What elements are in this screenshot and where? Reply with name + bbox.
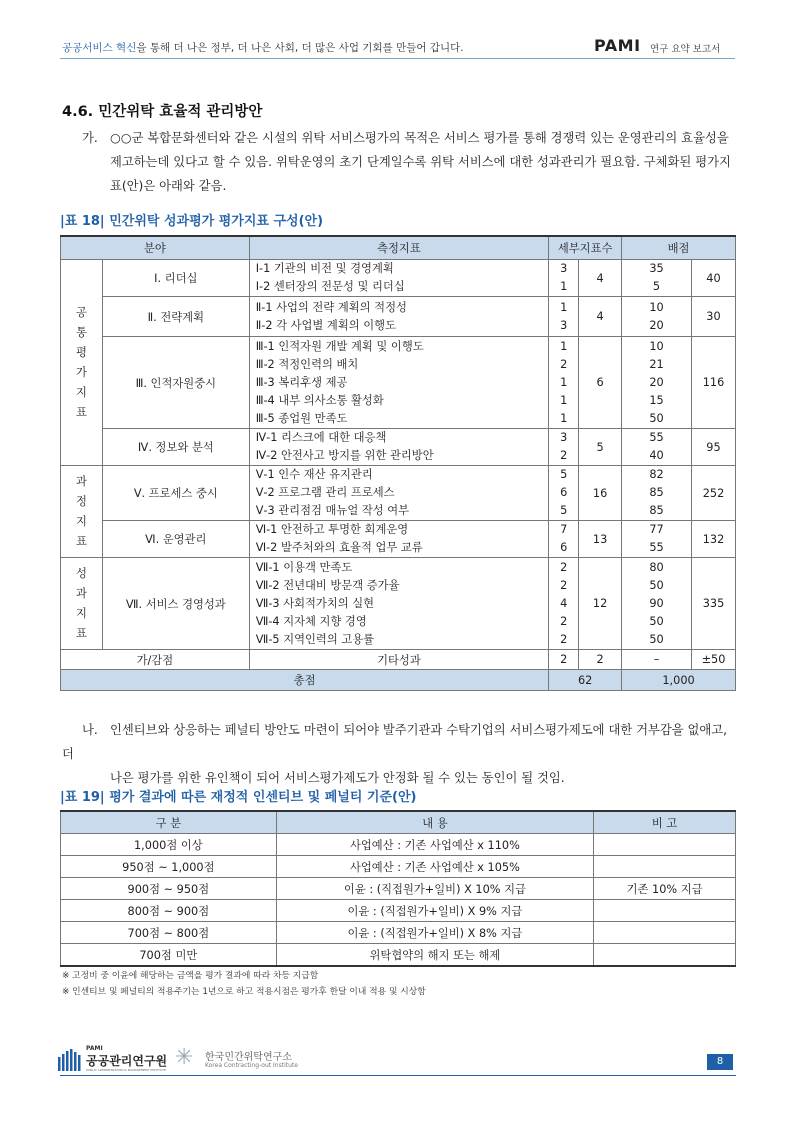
- table19-caption: |표 19| 평가 결과에 따른 재정적 인센티브 및 페널티 기준(안): [60, 790, 417, 805]
- indicator: Ⅳ-2 안전사고 방지를 위한 관리방안: [255, 449, 434, 462]
- score-cell: [622, 260, 692, 297]
- indicator-score: 50: [649, 614, 664, 628]
- extra-count-total: 2: [579, 650, 622, 670]
- incentive-penalty-table: [60, 810, 736, 967]
- area-count-total: 5: [579, 429, 622, 466]
- indicator: Ⅰ-2 센터장의 전문성 및 리더십: [255, 280, 405, 293]
- extra-indicator: 기타성과: [249, 650, 549, 670]
- kci-star-icon: ✳: [175, 1045, 194, 1070]
- header-category: 구 분: [61, 811, 277, 834]
- indicator: Ⅴ-2 프로그램 관리 프로세스: [255, 486, 395, 499]
- cell: 900점 ~ 950점: [61, 878, 277, 900]
- indicator: Ⅳ-1 리스크에 대한 대응책: [255, 431, 387, 444]
- cell: 사업예산 : 기존 사업예산 x 110%: [276, 834, 594, 856]
- table-row: [61, 856, 736, 878]
- score-cell: [622, 337, 692, 429]
- indicator-score: 20: [649, 375, 664, 389]
- area-name: Ⅶ. 서비스 경영성과: [102, 558, 249, 650]
- indicator-score: 10: [649, 300, 664, 314]
- indicator-count: 7: [560, 523, 568, 536]
- count-cell: [549, 337, 579, 429]
- cell: 800점 ~ 900점: [61, 900, 277, 922]
- header-score: 배점: [622, 236, 736, 260]
- count-cell: [549, 429, 579, 466]
- indicator-score: 80: [649, 560, 664, 574]
- count-cell: [549, 260, 579, 297]
- indicator-count: 1: [560, 375, 568, 389]
- header-brand: PAMI: [594, 36, 641, 55]
- header-indicator: 측정지표: [249, 236, 549, 260]
- indicator-cell: [249, 466, 549, 521]
- count-cell: [549, 558, 579, 650]
- indicator: Ⅶ-1 이용객 만족도: [255, 560, 353, 574]
- indicator-score: 90: [649, 596, 664, 610]
- indicator: Ⅵ-1 안전하고 투명한 회계운영: [255, 523, 409, 536]
- indicator: Ⅱ-2 각 사업별 계획의 이행도: [255, 318, 397, 332]
- area-count-total: 4: [579, 260, 622, 297]
- indicator-count: 3: [560, 318, 568, 332]
- indicator-cell: [249, 429, 549, 466]
- area-score-total: 132: [691, 521, 735, 558]
- indicator-score: 77: [649, 523, 664, 536]
- indicator-count: 2: [560, 560, 568, 574]
- indicator-score: 50: [649, 632, 664, 646]
- table18-caption: |표 18| 민간위탁 성과평가 평가지표 구성(안): [60, 214, 324, 229]
- cell: 사업예산 : 기존 사업예산 x 105%: [276, 856, 594, 878]
- area-score-total: 30: [691, 297, 735, 337]
- area-name: Ⅵ. 운영관리: [102, 521, 249, 558]
- indicator: Ⅶ-2 전년대비 방문객 증가율: [255, 578, 400, 592]
- cell: 이윤 : (직접원가+일비) X 9% 지급: [276, 900, 594, 922]
- total-count: 62: [549, 670, 622, 691]
- count-cell: [549, 466, 579, 521]
- indicator-count: 5: [560, 504, 568, 517]
- header-content: 내 용: [276, 811, 594, 834]
- indicator-count: 1: [560, 339, 568, 353]
- indicator-score: 85: [649, 504, 664, 517]
- header-tagline: 공공서비스 혁신을 통해 더 나은 정부, 더 나은 사회, 더 많은 사업 기회를 만들어 갑니다.: [62, 42, 464, 54]
- indicator-score: 35: [649, 262, 664, 275]
- cell: 이윤 : (직접원가+일비) X 8% 지급: [276, 922, 594, 944]
- indicator-count: 1: [560, 411, 568, 425]
- indicator: Ⅱ-1 사업의 전략 계획의 적정성: [255, 300, 407, 314]
- score-cell: [622, 521, 692, 558]
- indicator-score: 20: [649, 318, 664, 332]
- indicator-count: 2: [560, 614, 568, 628]
- area-name: Ⅳ. 정보와 분석: [102, 429, 249, 466]
- cell: 700점 ~ 800점: [61, 922, 277, 944]
- paragraph-ga: 가. ○○군 복합문화센터와 같은 시설의 위탁 서비스평가의 목적은 서비스 평가를 통해 경쟁력 있는 운영관리의 효율성을 제고하는데 있다고 할 수 있음. 위탁운영의 초기 단계일수록 위탁 서비스에 대한 성과관리가 필요함. 구체화된 평가지 표(안)은 아래와 같음.: [82, 131, 731, 193]
- kci-logo: ✳ 한국민간위탁연구소 Korea Contracting-out Institute: [175, 1045, 298, 1070]
- area-score-total: 40: [691, 260, 735, 297]
- indicator-score: 5: [652, 280, 661, 293]
- indicator: Ⅶ-5 지역인력의 고용률: [255, 632, 375, 646]
- indicator-score: 40: [649, 449, 664, 462]
- indicator-score: 15: [649, 393, 664, 407]
- indicator-count: 2: [560, 357, 568, 371]
- indicator: Ⅶ-4 지자체 지향 경영: [255, 614, 367, 628]
- area-count-total: 6: [579, 337, 622, 429]
- area-name: Ⅲ. 인적자원중시: [102, 337, 249, 429]
- indicator: Ⅶ-3 사회적가치의 실현: [255, 596, 375, 610]
- indicator: Ⅴ-1 인수 재산 유지관리: [255, 468, 373, 481]
- table-row: [61, 922, 736, 944]
- table-note: ※ 인센티브 및 페널티의 적용주기는 1년으로 하고 적용시점은 평가후 한달 이내 적용 및 시상함: [62, 987, 426, 997]
- extra-label: 가/감점: [61, 650, 250, 670]
- indicator: Ⅲ-1 인적자원 개발 계획 및 이행도: [255, 339, 424, 353]
- footer-divider: [60, 1075, 736, 1076]
- indicator: Ⅲ-3 복리후생 제공: [255, 375, 348, 389]
- area-score-total: 335: [691, 558, 735, 650]
- indicator-score: 50: [649, 578, 664, 592]
- area-score-total: 116: [691, 337, 735, 429]
- indicator-count: 2: [560, 578, 568, 592]
- score-cell: [622, 558, 692, 650]
- cell: 이윤 : (직접원가+일비) X 10% 지급: [276, 878, 594, 900]
- area-count-total: 4: [579, 297, 622, 337]
- indicator-count: 1: [560, 280, 568, 293]
- area-score-total: 95: [691, 429, 735, 466]
- table-row: [61, 944, 736, 967]
- indicator-cell: [249, 260, 549, 297]
- area-count-total: 16: [579, 466, 622, 521]
- indicator-score: 55: [649, 431, 664, 444]
- indicator-score: 82: [649, 468, 664, 481]
- indicator-count: 1: [560, 393, 568, 407]
- extra-score: –: [622, 650, 692, 670]
- indicator: Ⅴ-3 관리점검 매뉴얼 작성 여부: [255, 504, 410, 517]
- indicator-count: 1: [560, 300, 568, 314]
- extra-score-total: ±50: [691, 650, 735, 670]
- indicator: Ⅲ-4 내부 의사소통 활성화: [255, 393, 384, 407]
- indicator: Ⅲ-2 적정인력의 배치: [255, 357, 359, 371]
- indicator-count: 3: [560, 431, 568, 444]
- header-divider: [60, 58, 735, 59]
- page-number: 8: [707, 1054, 733, 1070]
- cell: [594, 922, 736, 944]
- cell: 1,000점 이상: [61, 834, 277, 856]
- cell: [594, 944, 736, 967]
- cell: 700점 미만: [61, 944, 277, 967]
- area-count-total: 13: [579, 521, 622, 558]
- indicator-score: 10: [649, 339, 664, 353]
- count-cell: [549, 521, 579, 558]
- indicator-count: 6: [560, 541, 568, 554]
- header-field: 분야: [61, 236, 250, 260]
- pami-bars-icon: [58, 1049, 82, 1071]
- total-label: 총점: [61, 670, 549, 691]
- indicator: Ⅲ-5 종업원 만족도: [255, 411, 348, 425]
- cell: 950점 ~ 1,000점: [61, 856, 277, 878]
- indicator-count: 5: [560, 468, 568, 481]
- cell: [594, 900, 736, 922]
- area-score-total: 252: [691, 466, 735, 521]
- indicator-cell: [249, 521, 549, 558]
- indicator-score: 55: [649, 541, 664, 554]
- indicator-count: 6: [560, 486, 568, 499]
- indicator-count: 3: [560, 262, 568, 275]
- indicator-score: 50: [649, 411, 664, 425]
- table-row: [61, 900, 736, 922]
- cell: [594, 834, 736, 856]
- table-row: [61, 878, 736, 900]
- indicator-count: 4: [560, 596, 568, 610]
- header-report-type: 연구 요약 보고서: [650, 44, 721, 55]
- area-name: Ⅱ. 전략계획: [102, 297, 249, 337]
- area-count-total: 12: [579, 558, 622, 650]
- paragraph-na: 나. 인센티브와 상응하는 페널티 방안도 마련이 되어야 발주기관과 수탁기업의 서비스평가제도에 대한 거부감을 없애고, 더 나은 평가를 위한 유인책이 되어 서비스평가제도가 안정화 될 수 있는 동인이 될 것임.: [62, 723, 728, 785]
- total-score: 1,000: [622, 670, 736, 691]
- cell: [594, 856, 736, 878]
- indicator: Ⅵ-2 발주처와의 효율적 업무 교류: [255, 541, 423, 554]
- indicator-score: 21: [649, 357, 664, 371]
- indicator-cell: [249, 558, 549, 650]
- area-name: Ⅰ. 리더십: [102, 260, 249, 297]
- count-cell: [549, 297, 579, 337]
- extra-count: 2: [549, 650, 579, 670]
- cell: 위탁협약의 해지 또는 해제: [276, 944, 594, 967]
- indicator-cell: [249, 337, 549, 429]
- group-label: 과 정 지 표: [61, 466, 103, 558]
- indicator-count: 2: [560, 632, 568, 646]
- indicator-count: 2: [560, 449, 568, 462]
- header-count: 세부지표수: [549, 236, 622, 260]
- score-cell: [622, 297, 692, 337]
- header-remark: 비 고: [594, 811, 736, 834]
- area-name: Ⅴ. 프로세스 중시: [102, 466, 249, 521]
- score-cell: [622, 429, 692, 466]
- indicator: Ⅰ-1 기관의 비전 및 경영계획: [255, 262, 394, 275]
- cell: 기존 10% 지급: [594, 878, 736, 900]
- indicator-score: 85: [649, 486, 664, 499]
- indicator-cell: [249, 297, 549, 337]
- table-row: [61, 834, 736, 856]
- score-cell: [622, 466, 692, 521]
- group-label: 성 과 지 표: [61, 558, 103, 650]
- evaluation-indicator-table: [60, 235, 736, 691]
- group-label: 공 통 평 가 지 표: [61, 260, 103, 466]
- pami-logo: PAMI 공공관리연구원 PUBLIC ADMINISTRATION & MANAGEMENT INSTITUTE: [58, 1045, 170, 1073]
- table-note: ※ 고정비 중 이윤에 해당하는 금액을 평가 결과에 따라 차등 지급함: [62, 971, 319, 981]
- section-title: 4.6. 민간위탁 효율적 관리방안: [62, 104, 263, 120]
